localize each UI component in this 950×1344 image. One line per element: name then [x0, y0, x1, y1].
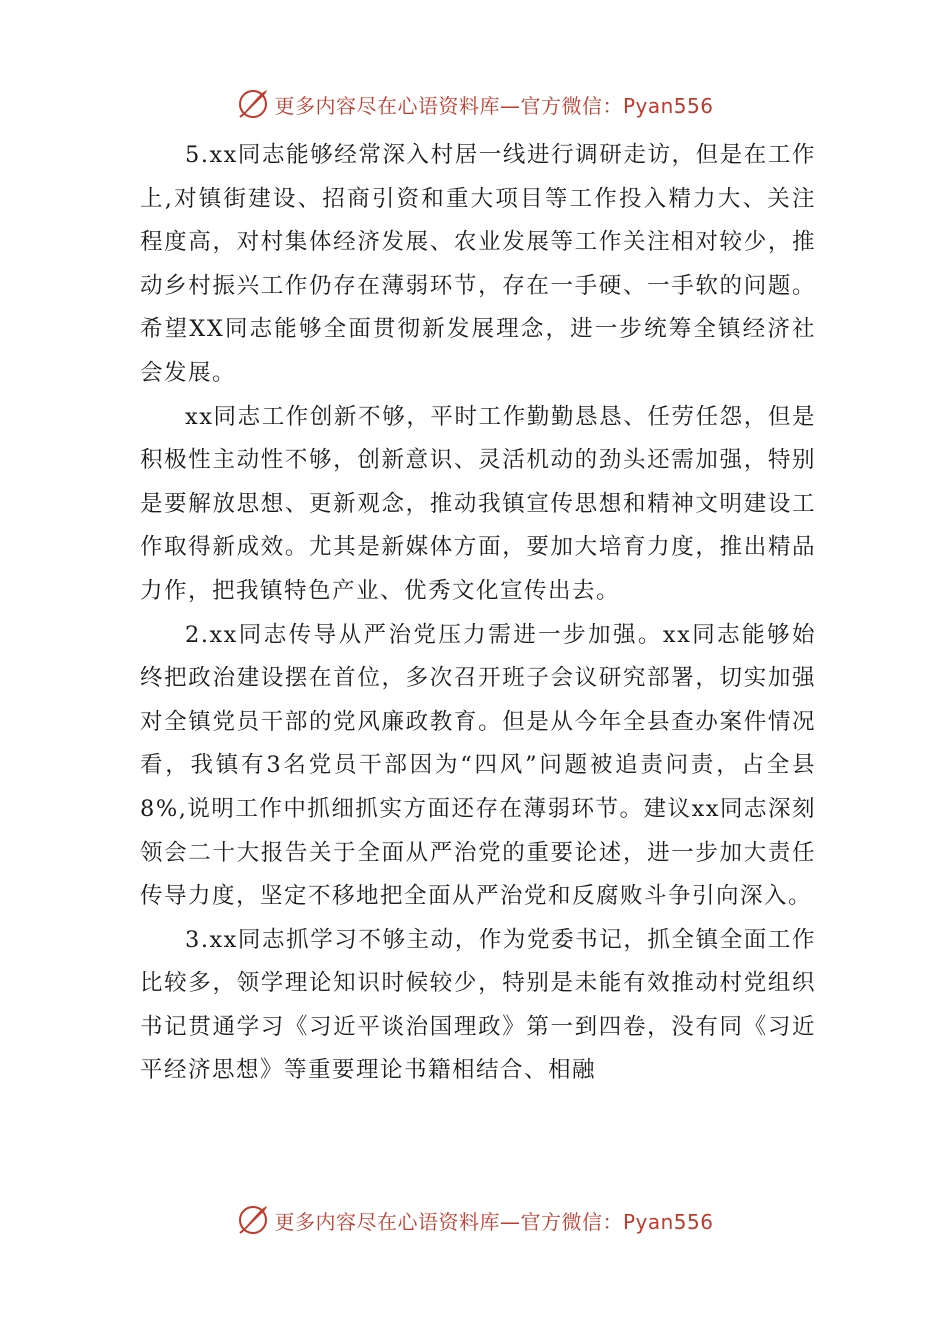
paragraph-2: xx同志工作创新不够，平时工作勤勤恳恳、任劳任怨，但是积极性主动性不够，创新意识、灵活机动的劲头还需加强，特别是要解放思想、更新观念，推动我镇宣传思想和精神文明建设工作取得新成效。尤其是新媒体方面，要加大培育力度，推出精品力作，把我镇特色产业、优秀文化宣传出去。 [140, 403, 816, 604]
paragraph-4: 3.xx同志抓学习不够主动，作为党委书记，抓全镇全面工作比较多，领学理论知识时候较少，特别是未能有效推动村党组织书记贯通学习《习近平谈治国理政》第一到四卷，没有同《习近平经济思想》等重要理论书籍相结合、相融 [140, 926, 816, 1084]
paragraph-1: 5.xx同志能够经常深入村居一线进行调研走访，但是在工作上,对镇街建设、招商引资和重大项目等工作投入精力大、关注程度高，对村集体经济发展、农业发展等工作关注相对较少，推动乡村振兴工作仍存在薄弱环节，存在一手硬、一手软的问题。希望XX同志能够全面贯彻新发展理念，进一步统筹全镇经济社会发展。 [140, 142, 816, 386]
quill-logo-icon [236, 1203, 270, 1237]
watermark-banner-top [0, 84, 950, 124]
document-body [140, 134, 816, 1093]
quill-logo-icon [236, 87, 270, 121]
paragraph-3: 2.xx同志传导从严治党压力需进一步加强。xx同志能够始终把政治建设摆在首位，多次召开班子会议研究部署，切实加强对全镇党员干部的党风廉政教育。但是从今年全县查办案件情况看，我镇有3名党员干部因为“四风”问题被追责问责，占全县8%,说明工作中抓细抓实方面还存在薄弱环节。建议xx同志深刻领会二十大报告关于全面从严治党的重要论述，进一步加大责任传导力度，坚定不移地把全面从严治党和反腐败斗争引向深入。 [140, 621, 816, 910]
watermark-text: 更多内容尽在心语资料库—官方微信：Pyan556 [274, 93, 714, 118]
watermark-banner-bottom [0, 1200, 950, 1240]
watermark-text: 更多内容尽在心语资料库—官方微信：Pyan556 [274, 1209, 714, 1234]
